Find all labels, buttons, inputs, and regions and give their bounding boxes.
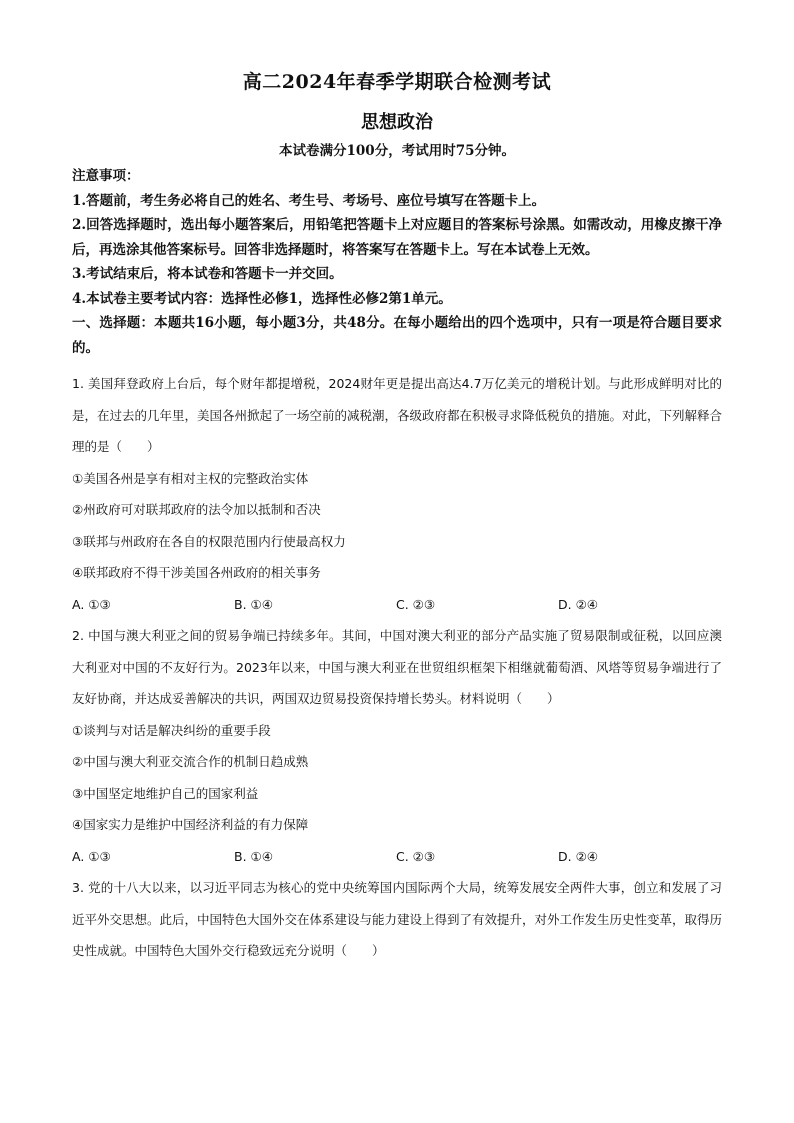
statement-option: ②州政府可对联邦政府的法令加以抵制和否决: [72, 502, 321, 517]
notes-heading: 注意事项：: [72, 168, 140, 184]
note-item: 1.答题前，考生务必将自己的姓名、考生号、考场号、座位号填写在答题卡上。: [72, 192, 546, 209]
exam-title: 高二2024年春季学期联合检测考试: [242, 71, 552, 93]
statement-option: ④国家实力是维护中国经济利益的有力保障: [72, 817, 309, 832]
question-stem: 1. 美国拜登政府上台后，每个财年都提增税，2024财年更是提出高达4.7万亿美元的增税计划。与此形成鲜明对比的是，在过去的几年里，美国各州掀起了一场空前的减税潮，各级政府都在积极寻求降低税负的措施。对此，下列解释合理的是（ ）: [72, 376, 723, 454]
note-item: 4.本试卷主要考试内容：选择性必修1，选择性必修2第1单元。: [72, 290, 452, 307]
choice-c: C. ②③: [396, 848, 436, 864]
choice-a: A. ①③: [72, 596, 111, 612]
note-item: 2.回答选择题时，选出每小题答案后，用铅笔把答题卡上对应题目的答案标号涂黑。如需改动，用橡皮擦干净后，再选涂其他答案标号。回答非选择题时，将答案写在答题卡上。写在本试卷上无效。: [72, 217, 722, 258]
choice-b: B. ①④: [234, 848, 273, 864]
question-2: [72, 620, 722, 872]
answer-choices: [72, 589, 722, 621]
choice-c: C. ②③: [396, 596, 436, 612]
exam-subject: 思想政治: [361, 112, 433, 133]
question-stem: 3. 党的十八大以来，以习近平同志为核心的党中央统筹国内国际两个大局，统筹发展安全两件大事，创立和发展了习近平外交思想。此后，中国特色大国外交在体系建设与能力建设上得到了有效提升，对外工作发生历史性变革，取得历史性成就。中国特色大国外交行稳致远充分说明（ ）: [72, 880, 723, 958]
choice-d: D. ②④: [558, 596, 598, 612]
statement-option: ①谈判与对话是解决纠纷的重要手段: [72, 722, 271, 738]
statement-option: ③中国坚定地维护自己的国家利益: [72, 785, 259, 801]
statement-option: ②中国与澳大利亚交流合作的机制日趋成熟: [72, 754, 309, 769]
question-3: [72, 872, 722, 967]
statement-option: ④联邦政府不得干涉美国各州政府的相关事务: [72, 565, 321, 580]
statement-option: ①美国各州是享有相对主权的完整政治实体: [72, 470, 309, 486]
exam-page: [72, 68, 722, 967]
question-1: [72, 368, 722, 620]
choice-d: D. ②④: [558, 848, 598, 864]
question-stem: 2. 中国与澳大利亚之间的贸易争端已持续多年。其间，中国对澳大利亚的部分产品实施了贸易限制或征税，以回应澳大利亚对中国的不友好行为。2023年以来，中国与澳大利亚在世贸组织框架下相继就葡萄酒、风塔等贸易争端进行了友好协商，并达成妥善解决的共识，两国双边贸易投资保持增长势头。材料说明（ ）: [72, 628, 722, 706]
answer-choices: [72, 841, 722, 873]
choice-a: A. ①③: [72, 848, 111, 864]
note-item: 3.考试结束后，将本试卷和答题卡一并交回。: [72, 266, 343, 282]
choice-b: B. ①④: [234, 596, 273, 612]
statement-option: ③联邦与州政府在各自的权限范围内行使最高权力: [72, 533, 346, 549]
exam-info: 本试卷满分100分，考试用时75分钟。: [279, 143, 515, 159]
section-heading: 一、选择题：本题共16小题，每小题3分，共48分。在每小题给出的四个选项中，只有一项是符合题目要求的。: [72, 315, 722, 356]
